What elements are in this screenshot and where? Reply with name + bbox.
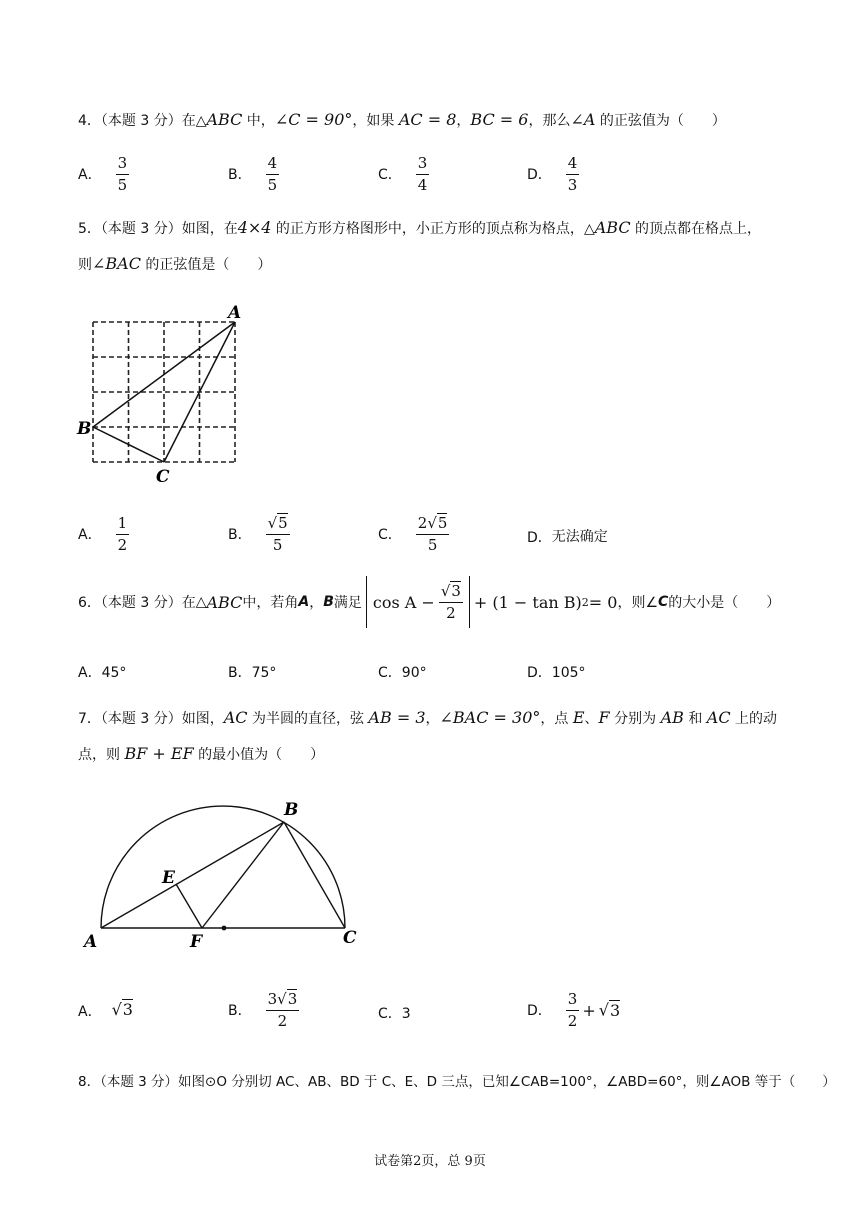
q7-label-b: B bbox=[284, 800, 299, 820]
q6-option-b[interactable]: B．75° bbox=[228, 665, 277, 681]
q4-option-a[interactable]: A． $\frac{3}{5}$ bbox=[78, 154, 128, 194]
q5-label-c: C bbox=[156, 467, 170, 487]
q7-option-a[interactable]: A． √3 bbox=[78, 1000, 133, 1020]
q5-option-d[interactable]: D．无法确定 bbox=[527, 529, 608, 546]
q4-option-d[interactable]: D． $\frac{4}{3}$ bbox=[527, 154, 578, 194]
q8-stem: 8．（本题 3 分）如图⊙O 分别切 AC、AB、BD 于 C、E、D 三点，已知∠CAB=100°，∠ABD=60°，则∠AOB 等于（ ） bbox=[78, 1074, 836, 1090]
q6-option-c[interactable]: C．90° bbox=[378, 665, 427, 681]
q5-label-a: A bbox=[228, 303, 242, 323]
q5-option-a[interactable]: A． $\frac{1}{2}$ bbox=[78, 514, 128, 554]
q6-option-d[interactable]: D．105° bbox=[527, 665, 586, 681]
q4-option-c[interactable]: C． $\frac{3}{4}$ bbox=[378, 154, 428, 194]
q7-stem-line1: 7．（本题 3 分）如图，AC 为半圆的直径，弦 AB = 3，∠BAC = 30°，点 E、F 分别为 AB 和 AC 上的动 bbox=[78, 708, 778, 727]
q5-label-b: B bbox=[77, 419, 92, 439]
q7-label-e: E bbox=[162, 868, 175, 888]
q5-grid-figure bbox=[75, 298, 275, 488]
q4-stem: 4．（本题 3 分）在△ABC 中，∠C = 90°，如果 AC = 8，BC = 6，那么∠A 的正弦值为（ ） bbox=[78, 110, 726, 129]
q7-label-f: F bbox=[190, 932, 203, 952]
q6-stem: 6．（本题 3 分）在 △ ABC 中，若角 A ， B 满足 cos A − $\frac{√3}{2}$ + (1 − tan B) 2 = 0 ，则∠ C 的大小是（ ） bbox=[78, 576, 780, 628]
q7-option-c[interactable]: C．3 bbox=[378, 1006, 411, 1022]
q7-label-c: C bbox=[343, 928, 357, 948]
q5-option-c[interactable]: C． $\frac{2√5}{5}$ bbox=[378, 514, 448, 554]
q5-stem-line1: 5．（本题 3 分）如图，在4×4 的正方形方格图形中，小正方形的顶点称为格点，△ABC 的顶点都在格点上， bbox=[78, 218, 762, 237]
q7-label-a: A bbox=[84, 932, 98, 952]
q7-option-d[interactable]: D． $\frac{3}{2}$ + √3 bbox=[527, 990, 621, 1030]
q5-stem-line2: 则∠BAC 的正弦值是（ ） bbox=[78, 254, 272, 273]
q4-option-b[interactable]: B． $\frac{4}{5}$ bbox=[228, 154, 278, 194]
q7-semicircle-figure bbox=[78, 780, 378, 965]
page-footer: 试卷第2页，总 9页 bbox=[374, 1154, 486, 1169]
q7-option-b[interactable]: B． $\frac{3√3}{2}$ bbox=[228, 990, 298, 1030]
q6-absolute-value: cos A − $\frac{√3}{2}$ bbox=[366, 576, 470, 628]
q7-stem-line2: 点，则 BF + EF 的最小值为（ ） bbox=[78, 744, 325, 763]
q5-option-b[interactable]: B． $\frac{√5}{5}$ bbox=[228, 514, 288, 554]
q6-option-a[interactable]: A．45° bbox=[78, 665, 127, 681]
